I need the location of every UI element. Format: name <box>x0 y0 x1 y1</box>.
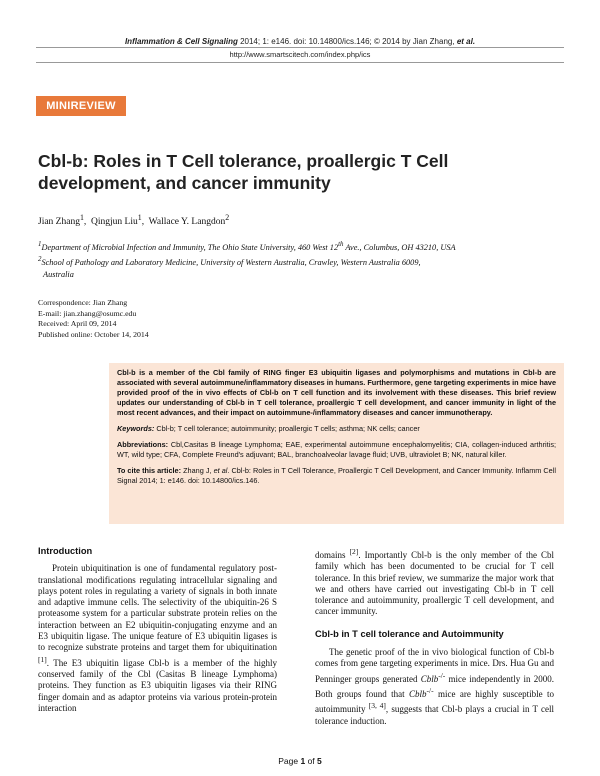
citation-ref: [1] <box>38 654 47 664</box>
intro-paragraph-cont: domains [2]. Importantly Cbl-b is the only member of the Cbl family which has been documented to be crucial for T cell tolerance. In this brief review, we summarize the major work that we and others have carried out investigating Cbl-b in T cell tolerance and autoimmunity, proallergic T cell development, and cancer immunity. <box>315 547 554 617</box>
tolerance-paragraph: The genetic proof of the in vivo biological function of Cbl-b comes from gene targeting experiments in mice. Drs. Hua Gu and Penninger groups generated Cblb-/- mice independently in 2000. Both groups found that Cblb-/- mice are highly susceptible to autoimmunity [3, 4], suggests that Cbl-b plays a crucial in T cell tolerance induction. <box>315 647 555 726</box>
correspondence-block <box>38 298 149 340</box>
journal-citation-line <box>0 37 600 46</box>
citation-ref: [3, 4] <box>368 701 386 711</box>
author-affil-sup: 2 <box>225 213 230 222</box>
author-affil-sup: 1 <box>79 213 84 222</box>
abbreviations: Abbreviations: Cbl,Casitas B lineage Lymphoma; EAE, experimental autoimmune encephalomyelitis; CIA, collagen-induced arthritis; WT, wild type; CFA, Complete Freund's adjuvant; BAL, branchoalveolar lavage fluid; UVB, ultraviolet B; NK, natural killer. <box>117 440 556 459</box>
author-affil-sup: 1 <box>137 213 142 222</box>
body-column-right <box>315 546 554 727</box>
correspondence-email[interactable]: E-mail: jian.zhang@osumc.edu <box>38 308 137 318</box>
citation-ref: [2] <box>349 547 359 556</box>
affiliation-2-cont: Australia <box>43 269 74 279</box>
page-footer: Page 1 of 5 <box>278 756 322 766</box>
author-name: Wallace Y. Langdon <box>148 217 226 228</box>
affiliation-1: $^1$Department of Microbial Infection and Immunity, The Ohio State University, 460 West 12th Ave., Columbus, OH 43210, USA <box>38 241 456 252</box>
author-list: Jian Zhang$^1$, Qingjun Liu$^1$, Wallace Y. Langdon$^2$ <box>38 213 230 228</box>
how-to-cite: To cite this article: Zhang J, et al. Cbl-b: Roles in T Cell Tolerance, Proallergic T Cell Development, and Cancer Immunity. Inflamm Cell Signal 2014; 1: e146. doi: 10.14800/ics.146. <box>117 466 556 485</box>
intro-paragraph: Protein ubiquitination is one of fundamental regulatory post-translational modifications regulating intracellular signaling and plays potent roles in regulating a variety of signals in both innate and adaptive immune cells. The selectivity of the ubiquitin-26 S proteasome system for a particular substrate protein relies on the interaction between an E2 ubiquitin-conjugating enzyme and an E3 ubiquitin ligase. The unique feature of E3 ubiquitin ligases is to recognize substrate proteins and target them for ubiquitination [1]. The E3 ubiquitin ligase Cbl-b is a member of the highly conserved family of the Cbl (Casitas B lineage Lymphoma) proteins. They function as E3 ubiquitin ligases via their RING finger domain and as adaptor proteins via various protein-protein interaction <box>38 563 277 713</box>
section-heading-introduction: Introduction <box>38 546 93 556</box>
keywords: Keywords: Cbl-b; T cell tolerance; autoimmunity; proallergic T cells; asthma; NK cells; cancer <box>117 424 420 433</box>
affiliations <box>38 239 568 281</box>
received-date: Received: April 09, 2014 <box>38 319 117 328</box>
section-heading-tolerance: Cbl-b in T cell tolerance and Autoimmunity <box>315 628 504 639</box>
article-title: Cbl-b: Roles in T Cell tolerance, proallergic T Cell development, and cancer immunity <box>38 151 449 193</box>
body-column-left <box>38 546 277 714</box>
page-number: 1 <box>300 756 306 766</box>
affiliation-2: $^2$School of Pathology and Laboratory Medicine, University of Western Australia, Crawley, Western Australia 6009, <box>38 255 421 267</box>
citation-et-al: et al. <box>456 37 476 46</box>
page-total: 5 <box>317 756 322 766</box>
author-name: Qingjun Liu <box>91 217 138 228</box>
journal-url[interactable]: http://www.smartscitech.com/index.php/ics <box>229 50 371 59</box>
header-rule-bottom <box>36 62 564 63</box>
published-date: Published online: October 14, 2014 <box>38 329 149 339</box>
correspondence-author: Correspondence: Jian Zhang <box>38 298 128 307</box>
abstract-box <box>109 363 564 524</box>
author-name: Jian Zhang <box>38 217 80 228</box>
page-header <box>0 0 600 59</box>
abstract-text: Cbl-b is a member of the Cbl family of RING finger E3 ubiquitin ligases and polymorphisms and mutations in Cbl-b are associated with several autoimmune/inflammatory diseases in humans. Furthermore, gene targeting experiments in mice have provided proof of the in vivo effects of Cbl-b on T cell function and its involvement with these diseases. This brief review updates our understanding of Cbl-b in T cell tolerance, proallergic T cell development, and cancer immunity in light of the most recent advances, and their impact on autoimmune-/inflammatory diseases and cancer immunotherapy. <box>117 368 556 417</box>
journal-name: Inflammation & Cell Signaling <box>124 37 238 46</box>
citation-text: 2014; 1: e146. doi: 10.14800/ics.146; © 2014 by Jian Zhang, <box>237 37 457 46</box>
header-rule-top <box>36 47 564 48</box>
article-type-badge: MINIREVIEW <box>36 96 126 116</box>
